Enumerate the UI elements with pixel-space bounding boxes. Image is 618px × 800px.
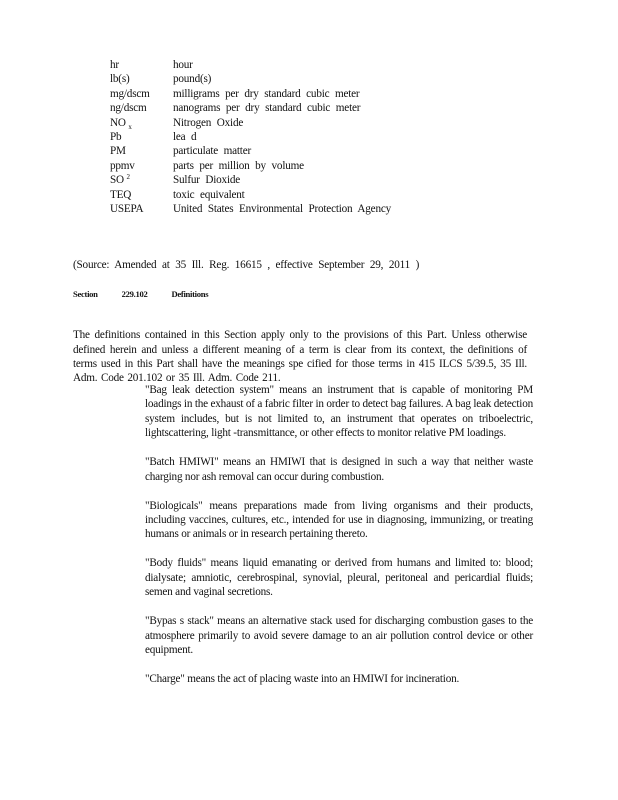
- abbreviation-row: [110, 58, 391, 72]
- abbreviation-row: [110, 202, 391, 216]
- abbreviation-code: USEPA: [110, 202, 144, 215]
- abbreviation-definition: United States Environmental Protection Agency: [173, 202, 392, 215]
- definition-bag-leak-detection-system: "Bag leak detection system" means an instrument that is capable of monitoring PM loadings in the exhaust of a fabric filter in order to detect bag failures. A bag leak detection system includes, but is not limited to, an instrument that operates on triboelectric, lightscattering, light -transmittance, or other effects to monitor relative PM loadings.: [145, 384, 533, 440]
- abbreviation-definition: particulate matter: [173, 145, 251, 158]
- abbreviation-code: PM: [110, 145, 126, 158]
- abbreviation-definition: hour: [173, 59, 193, 71]
- abbreviation-code: TEQ: [110, 188, 132, 201]
- abbreviation-row: [110, 87, 391, 101]
- abbreviation-code: [110, 173, 173, 187]
- abbreviation-row: [110, 101, 391, 115]
- abbreviation-code-base: NO: [110, 116, 126, 129]
- abbreviation-row: [110, 144, 391, 158]
- abbreviation-code: ng/dscm: [110, 102, 147, 115]
- abbreviation-definition: toxic equivalent: [173, 188, 245, 201]
- section-heading: [73, 289, 208, 299]
- abbreviation-code: hr: [110, 59, 119, 71]
- abbreviation-code-base: SO: [110, 174, 124, 187]
- abbreviation-code-subscript: x: [128, 122, 132, 131]
- abbreviation-definition: parts per million by volume: [173, 159, 304, 172]
- abbreviation-code: ppmv: [110, 159, 135, 172]
- intro-paragraph: The definitions contained in this Section apply only to the provisions of this Part. Unless otherwise defined herein and unless a different meaning of a term is clear from its context, the definitions of terms used in this Part shall have the meanings spe cified for those terms in 415 ILCS 5/39.5, 35 Ill. Adm. Code 201.102 or 35 Ill. Adm. Code 211.: [73, 329, 527, 385]
- abbreviation-definition: lea d: [173, 130, 197, 143]
- abbreviation-definition: pound(s): [173, 73, 212, 86]
- source-note: (Source: Amended at 35 Ill. Reg. 16615 , effective September 29, 2011 ): [73, 259, 420, 271]
- section-title: Definitions: [171, 289, 209, 299]
- definition-body-fluids: "Body fluids" means liquid emanating or derived from humans and limited to: blood; dialysate; amniotic, cerebrospinal, synovial, pleural, peritoneal and pericardial fluids; semen and vaginal secretions.: [145, 557, 533, 599]
- definition-biologicals: "Biologicals" means preparations made from living organisms and their products, including vaccines, cultures, etc., intended for use in diagnosing, immunizing, or treating humans or animals or in research pertaining thereto.: [145, 499, 533, 541]
- abbreviation-code: mg/dscm: [110, 87, 150, 100]
- section-number: 229.102: [121, 289, 148, 299]
- abbreviation-row: [110, 159, 391, 173]
- abbreviation-code-superscript: 2: [126, 173, 130, 182]
- abbreviation-code: lb(s): [110, 73, 130, 86]
- definition-charge: "Charge" means the act of placing waste into an HMIWI for incineration.: [145, 673, 460, 686]
- abbreviation-row: [110, 72, 391, 86]
- abbreviation-row: [110, 188, 391, 202]
- abbreviation-code: [110, 116, 173, 130]
- abbreviation-code: Pb: [110, 130, 122, 143]
- abbreviation-row: [110, 173, 391, 187]
- abbreviation-row: [110, 130, 391, 144]
- abbreviation-definition: milligrams per dry standard cubic meter: [173, 87, 360, 100]
- abbreviation-definition: Nitrogen Oxide: [173, 116, 244, 129]
- definition-bypass-stack: "Bypas s stack" means an alternative stack used for discharging combustion gases to the atmosphere primarily to avoid severe damage to an air pollution control device or other equipment.: [145, 615, 533, 657]
- definition-batch-hmiwi: "Batch HMIWI" means an HMIWI that is designed in such a way that neither waste charging nor ash removal can occur during combustion.: [145, 456, 533, 483]
- section-label: Section: [73, 289, 98, 299]
- abbreviation-definition: Sulfur Dioxide: [173, 174, 241, 187]
- abbreviation-row: [110, 116, 391, 130]
- definitions-list: [145, 383, 533, 701]
- abbreviation-definition: nanograms per dry standard cubic meter: [173, 102, 361, 115]
- abbreviation-table: [110, 58, 391, 216]
